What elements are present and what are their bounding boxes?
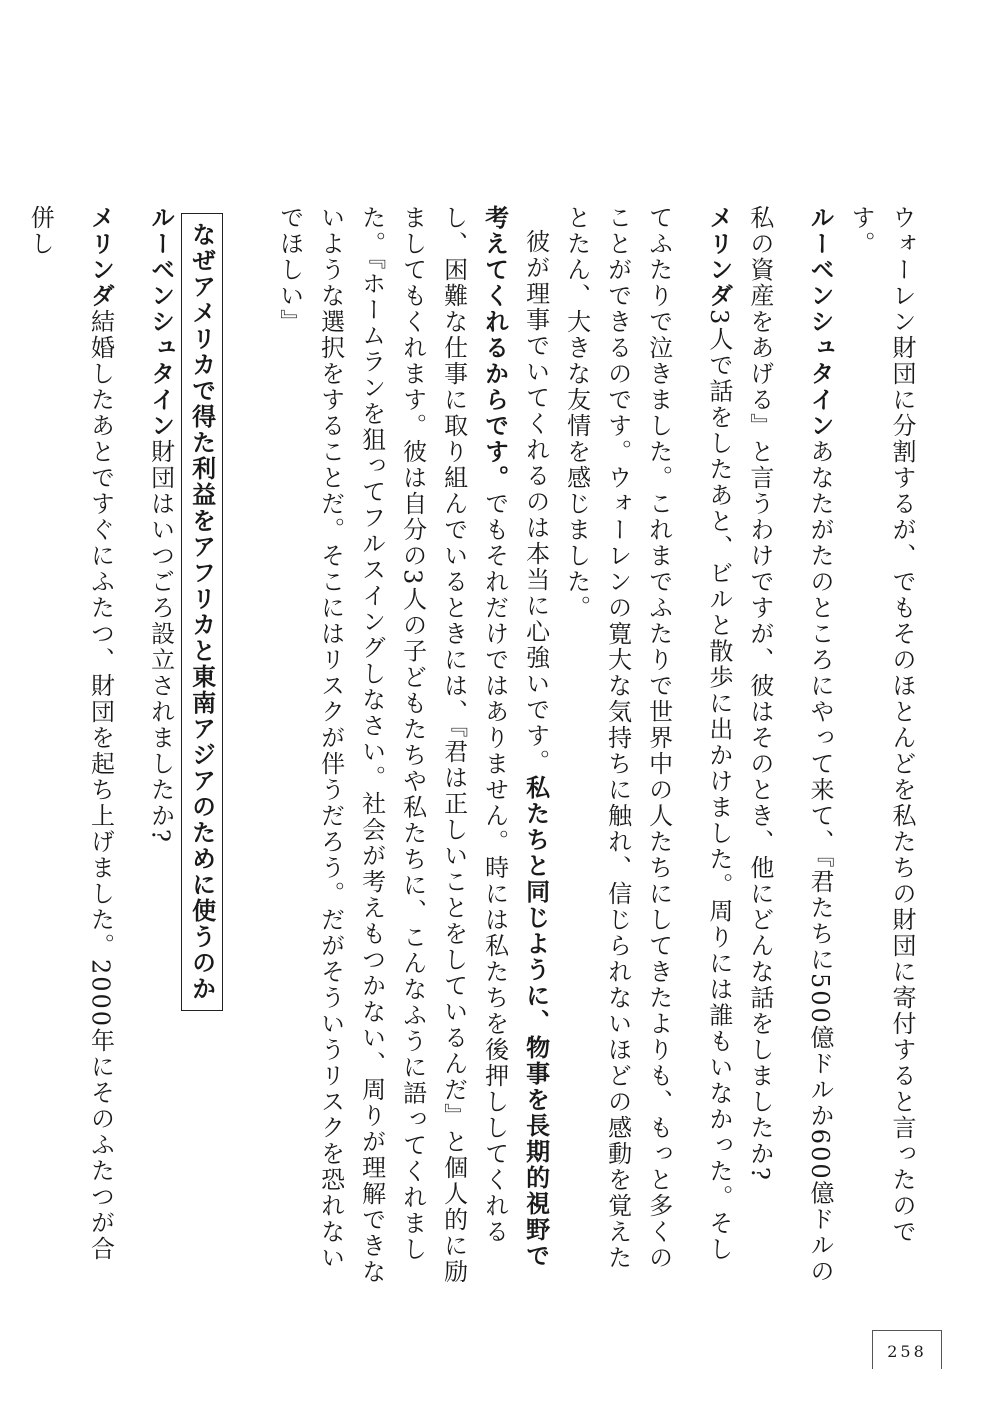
answer-1-paragraph-2 — [269, 205, 556, 1285]
question-2-text: 財団はいつごろ設立されましたか? — [146, 439, 175, 844]
continuation-text: ウォーレン財団に分割するが、でもそのほとんどを私たちの財団に寄付すると言ったのです。 — [847, 205, 916, 1245]
answer-2 — [19, 205, 120, 1285]
speaker-rubenstein-2: ルーベンシュタイン — [146, 205, 175, 439]
speaker-melinda-2: メリンダ — [86, 205, 115, 309]
answer-1-p2-emphasis: 私たちと同じように、物事を長期的視野で考えてくれるからです。 — [480, 205, 550, 1269]
page-body — [26, 205, 922, 1285]
speaker-rubenstein: ルーベンシュタイン — [806, 205, 834, 439]
answer-1 — [556, 205, 739, 1285]
answer-1-p2-post: でもそれだけではありません。時には私たちを後押ししてくれるし、困難な仕事に取り組んでいるときには、『君は正しいことをしているんだ』と個人的に励ましてもくれます。彼は自分の3人の子どもたちや私たちに、こんなふうに語ってくれました。『ホームランを狙ってフルスイングしなさい。社会が考えもつかない、周りが理解できないような選択をすることだ。そこにはリスクが伴うだろう。だがそういうリスクを恐れないでほしい』 — [275, 205, 509, 1285]
answer-1-text: 3人で話をしたあと、ビルと散歩に出かけました。周りには誰もいなかった。そしてふたりで泣きました。これまでふたりで世界中の人たちにしてきたよりも、もっと多くのことができるのです。ウォーレンの寛大な気持ちに触れ、信じられないほどの感動を覚えたとたん、大きな友情を感じました。 — [562, 205, 733, 1271]
speaker-melinda: メリンダ — [704, 205, 733, 309]
question-1-text: あなたがたのところにやって来て、『君たちに500億ドルか600億ドルの私の資産をあげる』と言うわけですが、彼はそのとき、他にどんな話をしましたか? — [745, 205, 834, 1285]
continuation-paragraph — [840, 205, 922, 1285]
answer-1-p2-pre: 彼が理事でいてくれるのは本当に心強いです。 — [521, 229, 550, 775]
question-1 — [739, 205, 840, 1285]
answer-2-text: 結婚したあとですぐにふたつ、財団を起ち上げました。2000年にそのふたつが合併し — [26, 205, 115, 1263]
question-2 — [120, 205, 180, 1285]
section-heading: なぜアメリカで得た利益をアフリカと東南アジアのために使うのか — [181, 213, 223, 1011]
page-number: 258 — [872, 1330, 942, 1369]
